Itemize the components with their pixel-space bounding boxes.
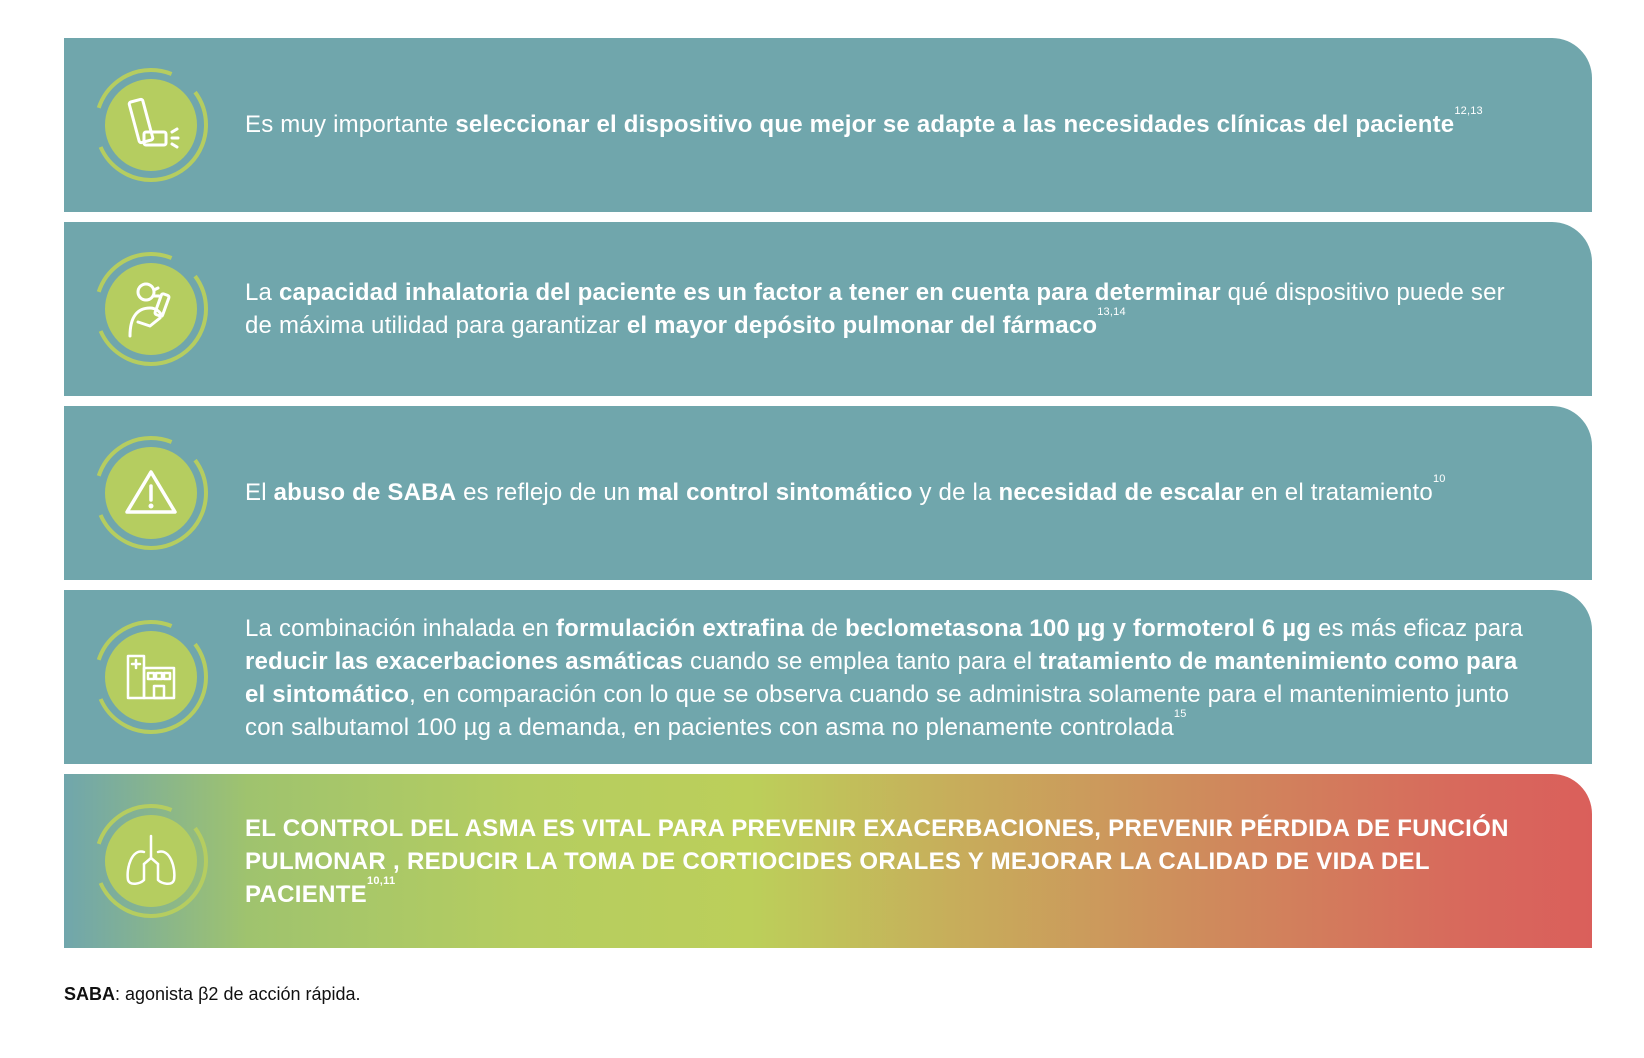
card-text-regular: El xyxy=(245,479,274,506)
card-text xyxy=(245,105,1532,141)
card-text xyxy=(245,473,1532,509)
card-text-regular: Es muy importante xyxy=(245,111,456,138)
reference-superscript: 10 xyxy=(1432,473,1446,485)
card-text-regular: qué dispositivo puede ser de máxima utilidad para garantizar xyxy=(245,279,1505,339)
footnote xyxy=(64,984,361,1005)
warning-icon xyxy=(92,434,210,552)
card-text-bold: el mayor depósito pulmonar del fármaco xyxy=(626,312,1098,339)
hospital-icon xyxy=(92,618,210,736)
inhaler-icon xyxy=(92,66,210,184)
card-text-regular: cuando se emplea tanto para el xyxy=(683,648,1040,675)
card-text-bold: seleccionar el dispositivo que mejor se adapte a las necesidades clínicas del paciente xyxy=(455,111,1455,138)
card-text-bold: reducir las exacerbaciones asmáticas xyxy=(245,648,684,675)
card-text-regular: en el tratamiento xyxy=(1243,479,1433,506)
info-card-saba-abuse xyxy=(64,406,1592,580)
card-text-bold: necesidad de escalar xyxy=(998,479,1244,506)
card-text-bold: beclometasona 100 µg y formoterol 6 µg xyxy=(845,615,1312,642)
card-text-regular: , en comparación con lo que se observa cuando se administra solamente para el mantenimiento junto con salbutamol 100 µg a demanda, en pacientes con asma no plenamente controlada xyxy=(245,681,1510,741)
card-text-bold: abuso de SABA xyxy=(273,479,457,506)
card-text xyxy=(245,612,1532,744)
lungs-icon xyxy=(92,802,210,920)
card-text-bold: EL CONTROL DEL ASMA ES VITAL PARA PREVENIR EXACERBACIONES, PREVENIR PÉRDIDA DE FUNCIÓN PULMONAR , REDUCIR LA TOMA DE CORTIOCIDES ORALES Y MEJORAR LA CALIDAD DE VIDA DEL PACIENTE xyxy=(245,815,1509,908)
card-text-bold: tratamiento de mantenimiento como para el sintomático xyxy=(245,648,1518,708)
info-card-device-selection xyxy=(64,38,1592,212)
info-card-asthma-control xyxy=(64,774,1592,948)
card-text xyxy=(245,812,1532,911)
card-text-bold: mal control sintomático xyxy=(637,479,913,506)
patient-inhaling-icon xyxy=(92,250,210,368)
info-card-extrafine-combination xyxy=(64,590,1592,764)
card-text-regular: es reflejo de un xyxy=(456,479,638,506)
info-card-inhalation-capacity xyxy=(64,222,1592,396)
reference-superscript: 13,14 xyxy=(1097,306,1126,318)
card-text-regular: de xyxy=(804,615,846,642)
card-text-bold: capacidad inhalatoria del paciente es un factor a tener en cuenta para determinar xyxy=(278,279,1221,306)
footnote-definition: : agonista β2 de acción rápida. xyxy=(115,984,361,1004)
card-text-bold: formulación extrafina xyxy=(555,615,805,642)
card-text-regular: es más eficaz para xyxy=(1311,615,1524,642)
reference-superscript: 10,11 xyxy=(366,875,396,887)
reference-superscript: 12,13 xyxy=(1454,105,1483,117)
footnote-term: SABA xyxy=(64,984,116,1004)
card-text-regular: y de la xyxy=(912,479,999,506)
card-text-regular: La xyxy=(245,279,279,306)
card-text-regular: La combinación inhalada en xyxy=(245,615,556,642)
card-text xyxy=(245,276,1532,342)
reference-superscript: 15 xyxy=(1173,708,1187,720)
